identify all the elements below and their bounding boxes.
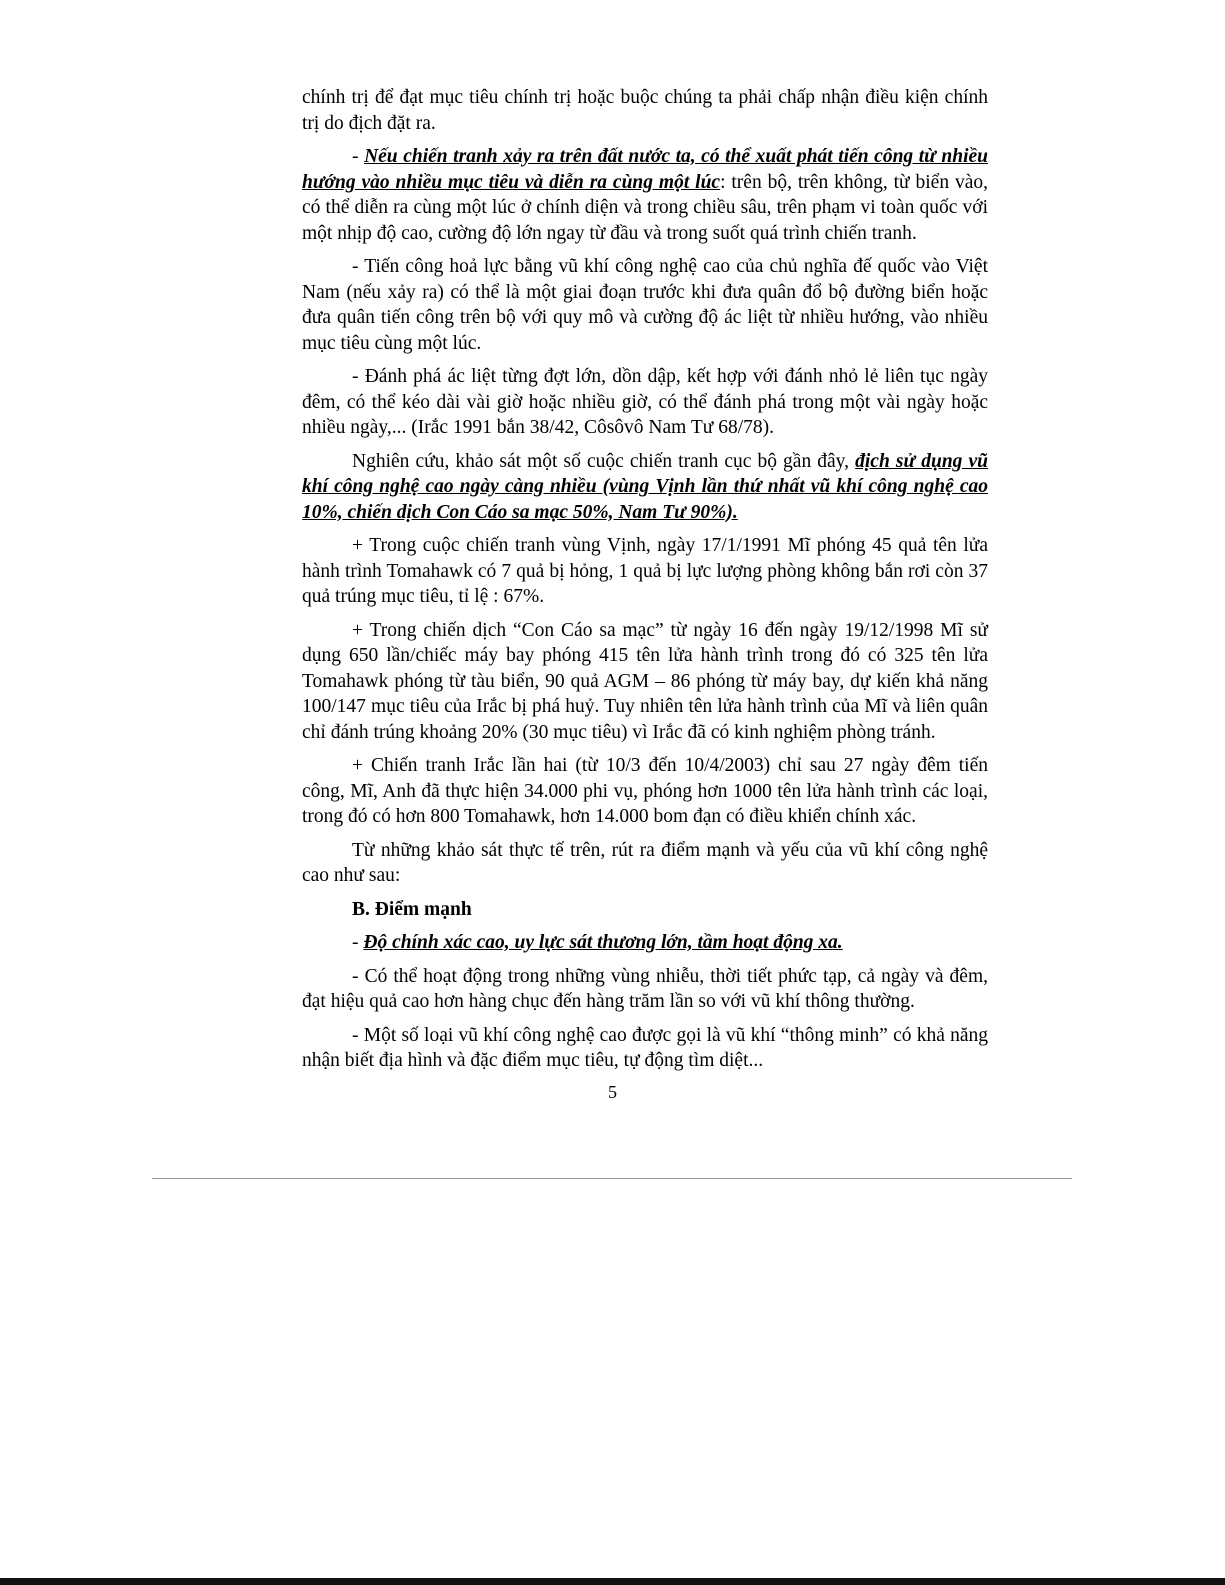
paragraph-text: - Tiến công hoả lực bằng vũ khí công nghệ cao của chủ nghĩa đế quốc vào Việt Nam (nếu xảy ra) có thể là một giai đoạn trước khi đưa quân đổ bộ đường biển hoặc đưa quân tiến công trên bộ với quy mô và cường độ ác liệt từ nhiều hướng, vào nhiều mục tiêu cùng một lúc.: [302, 256, 988, 354]
paragraph-text: - Có thể hoạt động trong những vùng nhiễu, thời tiết phức tạp, cả ngày và đêm, đạt hiệu quả cao hơn hàng chục đến hàng trăm lần so với vũ khí thông thường.: [302, 965, 988, 1012]
section-heading: B. Điểm mạnh: [352, 898, 472, 920]
paragraph: [302, 254, 988, 356]
paragraph: [302, 364, 988, 441]
bottom-edge-bar: [0, 1578, 1225, 1585]
emphasis-text: địch sử dụng vũ khí công nghệ cao ngày càng nhiều (vùng Vịnh lần thứ nhất vũ khí công nghệ cao 10%, chiến dịch Con Cáo sa mạc 50%, Nam Tư 90%).: [302, 450, 988, 523]
emphasis-text: Nếu chiến tranh xảy ra trên đất nước ta, có thể xuất phát tiến công từ nhiều hướng vào nhiều mục tiêu và diễn ra cùng một lúc: [302, 146, 988, 193]
page-number: 5: [608, 1082, 617, 1102]
paragraph-text: + Chiến tranh Irắc lần hai (từ 10/3 đến 10/4/2003) chỉ sau 27 ngày đêm tiến công, Mĩ, Anh đã thực hiện 34.000 phi vụ, phóng hơn 1000 tên lửa hành trình các loại, trong đó có hơn 800 Tomahawk, hơn 14.000 bom đạn có điều khiển chính xác.: [302, 755, 988, 827]
paragraph-text: + Trong cuộc chiến tranh vùng Vịnh, ngày 17/1/1991 Mĩ phóng 45 quả tên lửa hành trình Tomahawk có 7 quả bị hỏng, 1 quả bị lực lượng phòng không bắn rơi còn 37 quả trúng mục tiêu, tỉ lệ : 67%.: [302, 535, 988, 607]
document-body: [302, 85, 988, 1082]
paragraph: [302, 838, 988, 889]
paragraph-text: : trên bộ, trên không, từ biển vào, có thể diễn ra cùng một lúc ở chính diện và trong chiều sâu, trên phạm vi toàn quốc với một nhịp độ cao, cường độ lớn ngay từ đầu và trong suốt quá trình chiến tranh.: [302, 171, 988, 244]
paragraph: [302, 449, 988, 526]
paragraph: [302, 753, 988, 830]
paragraph-text: chính trị để đạt mục tiêu chính trị hoặc buộc chúng ta phải chấp nhận điều kiện chính trị do địch đặt ra.: [302, 87, 988, 134]
page-divider: [152, 1178, 1072, 1179]
paragraph-text: - Một số loại vũ khí công nghệ cao được gọi là vũ khí “thông minh” có khả năng nhận biết địa hình và đặc điểm mục tiêu, tự động tìm diệt...: [302, 1024, 988, 1071]
paragraph: [302, 618, 988, 746]
paragraph-text: + Trong chiến dịch “Con Cáo sa mạc” từ ngày 16 đến ngày 19/12/1998 Mĩ sử dụng 650 lần/chiếc máy bay phóng 415 tên lửa hành trình trong đó có 325 tên lửa Tomahawk phóng từ tàu biển, 90 quả AGM – 86 phóng từ máy bay, dự kiến khả năng 100/147 mục tiêu của Irắc bị phá huỷ. Tuy nhiên tên lửa hành trình của Mĩ và liên quân chỉ đánh trúng khoảng 20% (30 mục tiêu) vì Irắc đã có kinh nghiệm phòng tránh.: [302, 619, 988, 743]
paragraph: [302, 930, 988, 956]
paragraph-text: - Đánh phá ác liệt từng đợt lớn, dồn dập, kết hợp với đánh nhỏ lẻ liên tục ngày đêm, có thể kéo dài vài giờ hoặc nhiều giờ, có thể đánh phá trong một vài ngày hoặc nhiều ngày,... (Irắc 1991 bắn 38/42, Côsôvô Nam Tư 68/78).: [302, 366, 988, 438]
paragraph: [302, 533, 988, 610]
paragraph-prefix: -: [352, 146, 365, 167]
paragraph: [302, 1023, 988, 1074]
paragraph: [302, 144, 988, 246]
paragraph-text: Từ những khảo sát thực tế trên, rút ra điểm mạnh và yếu của vũ khí công nghệ cao như sau:: [302, 839, 988, 886]
paragraph-prefix: -: [352, 932, 364, 953]
paragraph: [302, 85, 988, 136]
emphasis-text: Độ chính xác cao, uy lực sát thương lớn, tầm hoạt động xa.: [363, 932, 843, 953]
paragraph: [302, 964, 988, 1015]
paragraph-prefix: Nghiên cứu, khảo sát một số cuộc chiến tranh cục bộ gần đây,: [352, 450, 856, 472]
